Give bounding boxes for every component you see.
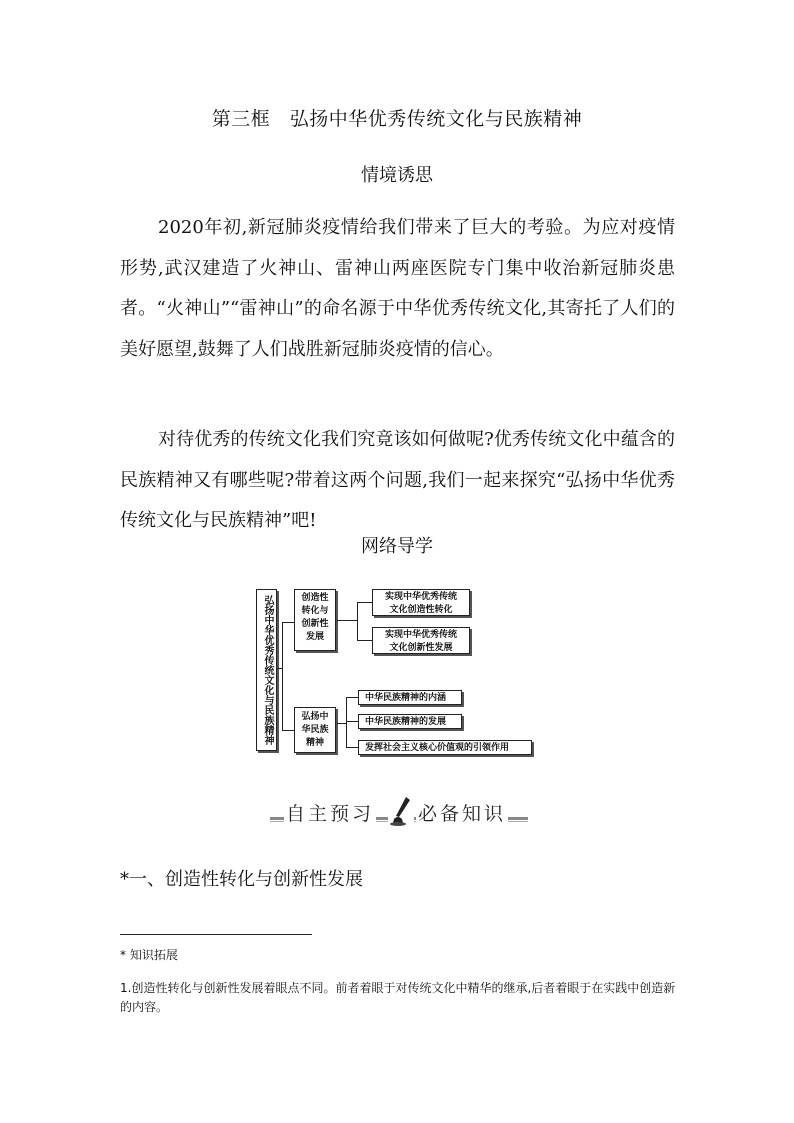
pen-icon [388, 795, 414, 827]
branch-line: 弘扬中 [301, 712, 329, 722]
section-title: *一、创造性转化与创新性发展 [120, 869, 363, 890]
paragraph-text: 2020年初,新冠肺炎疫情给我们带来了巨大的考验。为应对疫情形势,武汉建造了火神山、雷神山两座医院专门集中收治新冠肺炎患者。“火神山”“雷神山”的命名源于中华优秀传统文化,其寄托了人们的美好愿望,鼓舞了人们战胜新冠肺炎疫情的信心。 [120, 217, 675, 360]
branch-line: 转化与 [301, 606, 329, 616]
leaf-line: 文化创造性转化 [389, 605, 453, 615]
connector [346, 697, 347, 748]
connector [337, 723, 346, 724]
leaf-innovative-development [372, 627, 470, 654]
leaf-spirit-connotation: 中华民族精神的内涵 [358, 690, 462, 705]
footnote-divider [120, 934, 312, 935]
branch-line: 精神 [305, 738, 324, 748]
connector [346, 721, 358, 722]
connector [282, 622, 294, 623]
footnote-heading: * 知识拓展 [120, 948, 178, 962]
connector [346, 697, 358, 698]
network-heading: 网络导学 [361, 536, 433, 557]
mindmap-root: 弘扬中华优秀传统文化与民族精神 [256, 589, 277, 751]
leaf-line: 实现中华优秀传统 [384, 592, 457, 602]
connector [357, 640, 372, 641]
banner-left-text: 自主预习 [284, 799, 376, 826]
connector [357, 602, 372, 603]
branch-creative-transformation [294, 589, 336, 651]
intro-paragraph-1 [120, 208, 675, 370]
leaf-line: 实现中华优秀传统 [384, 630, 457, 640]
branch-line: 发展 [305, 632, 324, 642]
paragraph-text: 对待优秀的传统文化我们究竟该如何做呢?优秀传统文化中蕴含的民族精神又有哪些呢?带着这两个问题,我们一起来探究“弘扬中华优秀传统文化与民族精神”吧! [120, 429, 675, 531]
leaf-spirit-development: 中华民族精神的发展 [358, 714, 462, 729]
page-title: 第三框 弘扬中华优秀传统文化与民族精神 [211, 108, 583, 130]
connector [357, 602, 358, 641]
connector [337, 620, 357, 621]
branch-line: 创新性 [301, 619, 329, 629]
leaf-creative-transformation [372, 589, 470, 616]
section-banner [270, 795, 528, 829]
connector [346, 747, 358, 748]
branch-line: 创造性 [301, 593, 329, 603]
leaf-core-values: 发挥社会主义核心价值观的引领作用 [358, 740, 532, 755]
connector [282, 622, 283, 731]
branch-line: 华民族 [301, 725, 329, 735]
intro-heading: 情境诱思 [361, 165, 433, 186]
branch-national-spirit [294, 707, 336, 753]
leaf-line: 文化创新性发展 [389, 643, 453, 653]
banner-right-text: 必备知识 [416, 799, 508, 826]
intro-paragraph-2 [120, 420, 675, 542]
connector [282, 730, 294, 731]
footnote-text: 1.创造性转化与创新性发展着眼点不同。前者着眼于对传统文化中精华的继承,后者着眼于在实践中创造新的内容。 [120, 981, 676, 1014]
